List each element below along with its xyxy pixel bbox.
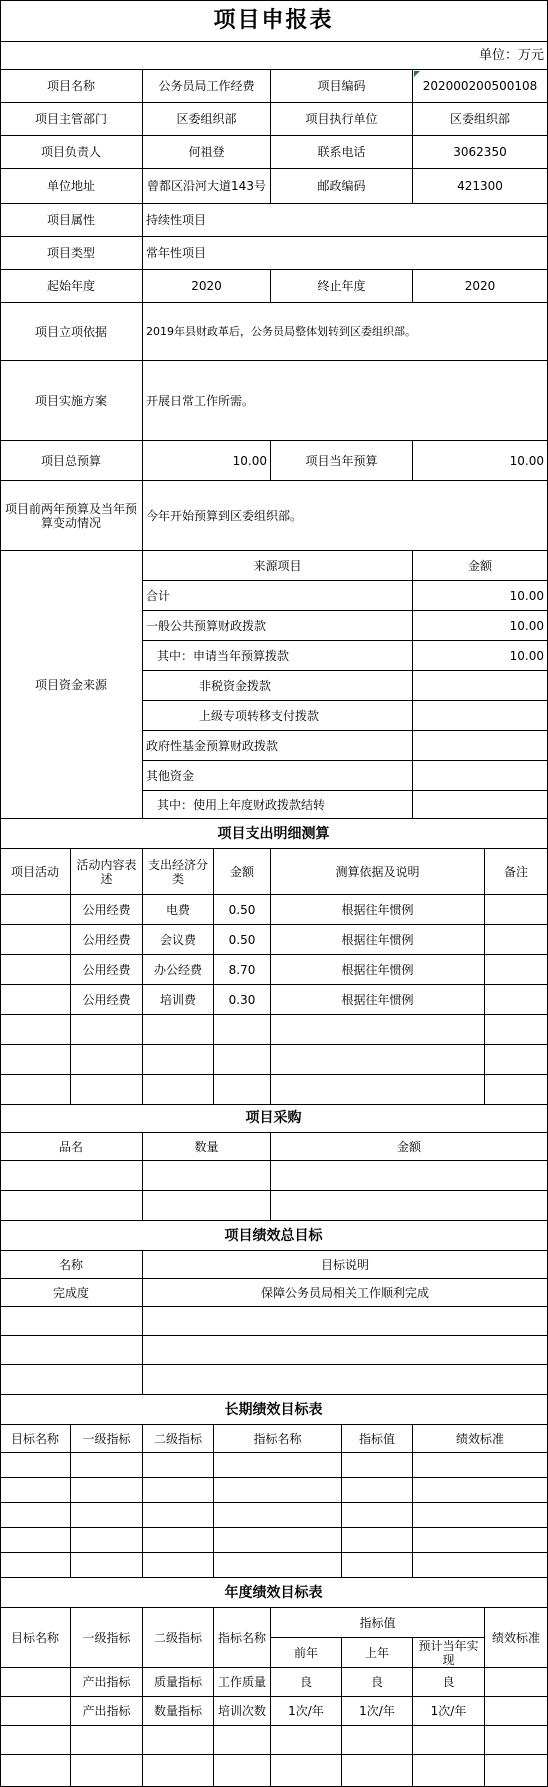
annual-cell-prev2: 良 — [271, 1668, 342, 1697]
project-code-label: 项目编码 — [271, 70, 413, 103]
budget-change-label: 项目前两年预算及当年预算变动情况 — [0, 481, 143, 551]
budget-change-value: 今年开始预算到区委组织部。 — [143, 481, 548, 551]
expense-cell-basis: 根据往年惯例 — [271, 895, 485, 925]
long-term-cell — [0, 1453, 71, 1478]
annual-cell-l1: 产出指标 — [71, 1668, 143, 1697]
expense-cell-category: 办公经费 — [143, 955, 214, 985]
annual-cell-name: 工作质量 — [214, 1668, 271, 1697]
annual-cell-prev1: 良 — [342, 1668, 413, 1697]
annual-cell-prev2 — [271, 1755, 342, 1787]
procurement-cell — [143, 1191, 271, 1221]
annual-cell-name — [214, 1755, 271, 1787]
procurement-header-amount: 金额 — [271, 1133, 548, 1161]
long-term-cell — [413, 1553, 548, 1578]
expense-cell-note — [485, 925, 548, 955]
funding-row-name: 其他资金 — [143, 761, 413, 791]
funding-row-name: 其中：使用上年度财政拨款结转 — [143, 791, 413, 819]
long-term-section-title: 长期绩效目标表 — [0, 1395, 548, 1425]
funding-source-header: 来源项目 — [143, 551, 413, 581]
perf-total-cell — [143, 1365, 548, 1395]
expense-cell-note — [485, 955, 548, 985]
perf-total-header-desc: 目标说明 — [143, 1251, 548, 1279]
long-term-cell — [71, 1553, 143, 1578]
expense-cell-activity — [0, 985, 71, 1015]
perf-total-cell — [0, 1365, 143, 1395]
plan-label: 项目实施方案 — [0, 361, 143, 441]
funding-row-amount: 10.00 — [413, 611, 548, 641]
project-name-label: 项目名称 — [0, 70, 143, 103]
funding-amount-header: 金额 — [413, 551, 548, 581]
perf-total-section-title: 项目绩效总目标 — [0, 1221, 548, 1251]
expense-cell-category: 培训费 — [143, 985, 214, 1015]
long-term-header: 二级指标 — [143, 1425, 214, 1453]
perf-total-cell — [0, 1336, 143, 1365]
funding-row-amount — [413, 731, 548, 761]
expense-header-amount: 金额 — [214, 849, 271, 895]
perf-total-cell — [0, 1307, 143, 1336]
long-term-cell — [342, 1503, 413, 1528]
type-label: 项目类型 — [0, 237, 143, 270]
postcode-value: 421300 — [413, 169, 548, 204]
expense-header-category: 支出经济分类 — [143, 849, 214, 895]
total-budget-label: 项目总预算 — [0, 441, 143, 481]
basis-value: 2019年县财政革后，公务员局整体划转到区委组织部。 — [143, 303, 548, 361]
expense-header-basis: 测算依据及说明 — [271, 849, 485, 895]
long-term-cell — [214, 1553, 342, 1578]
expense-cell-note — [485, 1045, 548, 1075]
long-term-cell — [143, 1478, 214, 1503]
expense-cell-content: 公用经费 — [71, 925, 143, 955]
long-term-header: 指标值 — [342, 1425, 413, 1453]
year-budget-value: 10.00 — [413, 441, 548, 481]
procurement-header-item: 品名 — [0, 1133, 143, 1161]
plan-value: 开展日常工作所需。 — [143, 361, 548, 441]
long-term-cell — [71, 1528, 143, 1553]
expense-cell-activity — [0, 895, 71, 925]
procurement-cell — [271, 1191, 548, 1221]
annual-cell-l2: 质量指标 — [143, 1668, 214, 1697]
expense-header-activity: 项目活动 — [0, 849, 71, 895]
long-term-cell — [214, 1453, 342, 1478]
annual-cell-target — [0, 1668, 71, 1697]
funding-row-name: 上级专项转移支付拨款 — [143, 701, 413, 731]
long-term-cell — [413, 1503, 548, 1528]
annual-cell-standard — [485, 1726, 548, 1755]
annual-cell-prev2 — [271, 1726, 342, 1755]
expense-cell-amount: 0.30 — [214, 985, 271, 1015]
procurement-cell — [271, 1161, 548, 1191]
expense-header-content: 活动内容表述 — [71, 849, 143, 895]
annual-cell-standard — [485, 1755, 548, 1787]
annual-cell-name — [214, 1726, 271, 1755]
annual-cell-l1 — [71, 1726, 143, 1755]
annual-cell-standard — [485, 1697, 548, 1726]
procurement-cell — [0, 1161, 143, 1191]
expense-cell-basis — [271, 1015, 485, 1045]
exec-unit-value: 区委组织部 — [413, 103, 548, 136]
manager-value: 何祖登 — [143, 136, 271, 169]
long-term-cell — [143, 1453, 214, 1478]
attr-label: 项目属性 — [0, 204, 143, 237]
manager-label: 项目负责人 — [0, 136, 143, 169]
expense-cell-amount — [214, 1015, 271, 1045]
long-term-cell — [342, 1453, 413, 1478]
expense-cell-category — [143, 1075, 214, 1105]
procurement-cell — [0, 1191, 143, 1221]
expense-cell-activity — [0, 955, 71, 985]
cell-comment-marker-icon — [414, 71, 420, 77]
annual-cell-name: 培训次数 — [214, 1697, 271, 1726]
annual-cell-expect — [413, 1726, 485, 1755]
annual-header-prev1: 上年 — [342, 1638, 413, 1668]
funding-row-name: 政府性基金预算财政拨款 — [143, 731, 413, 761]
long-term-header: 一级指标 — [71, 1425, 143, 1453]
expense-cell-basis: 根据往年惯例 — [271, 925, 485, 955]
long-term-cell — [143, 1503, 214, 1528]
expense-cell-category — [143, 1045, 214, 1075]
annual-cell-prev2: 1次/年 — [271, 1697, 342, 1726]
annual-cell-target — [0, 1697, 71, 1726]
end-year-label: 终止年度 — [271, 270, 413, 303]
annual-header-l2: 二级指标 — [143, 1608, 214, 1668]
funding-row-name: 合计 — [143, 581, 413, 611]
phone-value: 3062350 — [413, 136, 548, 169]
expense-cell-amount: 0.50 — [214, 925, 271, 955]
phone-label: 联系电话 — [271, 136, 413, 169]
expense-cell-activity — [0, 1075, 71, 1105]
perf-total-cell — [143, 1336, 548, 1365]
annual-header-prev2: 前年 — [271, 1638, 342, 1668]
expense-cell-content — [71, 1045, 143, 1075]
long-term-cell — [0, 1503, 71, 1528]
annual-cell-target — [0, 1726, 71, 1755]
exec-unit-label: 项目执行单位 — [271, 103, 413, 136]
annual-cell-prev1 — [342, 1726, 413, 1755]
long-term-cell — [342, 1478, 413, 1503]
expense-cell-activity — [0, 1045, 71, 1075]
year-budget-label: 项目当年预算 — [271, 441, 413, 481]
funding-row-name: 其中：申请当年预算拨款 — [143, 641, 413, 671]
annual-cell-expect — [413, 1755, 485, 1787]
expense-cell-basis: 根据往年惯例 — [271, 985, 485, 1015]
long-term-cell — [0, 1478, 71, 1503]
annual-cell-standard — [485, 1668, 548, 1697]
long-term-cell — [342, 1528, 413, 1553]
expense-cell-activity — [0, 1015, 71, 1045]
unit-label: 单位：万元 — [0, 42, 548, 70]
start-year-value: 2020 — [143, 270, 271, 303]
funding-row-amount — [413, 701, 548, 731]
annual-cell-target — [0, 1755, 71, 1787]
expense-cell-note — [485, 1075, 548, 1105]
expense-cell-amount — [214, 1075, 271, 1105]
long-term-cell — [214, 1478, 342, 1503]
annual-cell-prev1 — [342, 1755, 413, 1787]
long-term-cell — [413, 1453, 548, 1478]
annual-cell-prev1: 1次/年 — [342, 1697, 413, 1726]
perf-total-cell — [143, 1307, 548, 1336]
annual-header-name: 指标名称 — [214, 1608, 271, 1668]
expense-cell-basis — [271, 1045, 485, 1075]
long-term-cell — [413, 1478, 548, 1503]
form-title: 项目申报表 — [0, 0, 548, 42]
expense-cell-note — [485, 985, 548, 1015]
funding-row-amount — [413, 761, 548, 791]
annual-cell-l2 — [143, 1755, 214, 1787]
annual-header-target: 目标名称 — [0, 1608, 71, 1668]
long-term-cell — [0, 1528, 71, 1553]
dept-label: 项目主管部门 — [0, 103, 143, 136]
expense-cell-amount: 0.50 — [214, 895, 271, 925]
long-term-cell — [0, 1553, 71, 1578]
expense-cell-amount — [214, 1045, 271, 1075]
expense-cell-basis — [271, 1075, 485, 1105]
expense-cell-activity — [0, 925, 71, 955]
long-term-cell — [413, 1528, 548, 1553]
long-term-header: 指标名称 — [214, 1425, 342, 1453]
long-term-cell — [214, 1503, 342, 1528]
funding-row-name: 非税资金拨款 — [143, 671, 413, 701]
annual-cell-l1 — [71, 1755, 143, 1787]
long-term-cell — [71, 1453, 143, 1478]
expense-cell-category: 会议费 — [143, 925, 214, 955]
address-label: 单位地址 — [0, 169, 143, 204]
long-term-header: 绩效标准 — [413, 1425, 548, 1453]
funding-row-amount: 10.00 — [413, 641, 548, 671]
long-term-cell — [214, 1528, 342, 1553]
basis-label: 项目立项依据 — [0, 303, 143, 361]
perf-total-row-name: 完成度 — [0, 1279, 143, 1307]
funding-label: 项目资金来源 — [0, 551, 143, 819]
expense-cell-note — [485, 1015, 548, 1045]
annual-header-expect: 预计当年实现 — [413, 1638, 485, 1668]
perf-total-row-desc: 保障公务员局相关工作顺利完成 — [143, 1279, 548, 1307]
postcode-label: 邮政编码 — [271, 169, 413, 204]
expense-cell-content — [71, 1015, 143, 1045]
long-term-cell — [71, 1503, 143, 1528]
total-budget-value: 10.00 — [143, 441, 271, 481]
annual-header-value: 指标值 — [271, 1608, 485, 1638]
long-term-header: 目标名称 — [0, 1425, 71, 1453]
procurement-cell — [143, 1161, 271, 1191]
end-year-value: 2020 — [413, 270, 548, 303]
expense-cell-category — [143, 1015, 214, 1045]
expense-cell-basis: 根据往年惯例 — [271, 955, 485, 985]
expense-cell-content: 公用经费 — [71, 955, 143, 985]
funding-row-amount — [413, 671, 548, 701]
funding-row-name: 一般公共预算财政拨款 — [143, 611, 413, 641]
expense-cell-content: 公用经费 — [71, 985, 143, 1015]
long-term-cell — [143, 1528, 214, 1553]
expense-section-title: 项目支出明细测算 — [0, 819, 548, 849]
long-term-cell — [71, 1478, 143, 1503]
expense-cell-content — [71, 1075, 143, 1105]
annual-header-l1: 一级指标 — [71, 1608, 143, 1668]
project-code-value: 202000200500108 — [413, 70, 548, 103]
procurement-header-qty: 数量 — [143, 1133, 271, 1161]
procurement-section-title: 项目采购 — [0, 1103, 548, 1133]
project-name-value: 公务员局工作经费 — [143, 70, 271, 103]
annual-cell-l2 — [143, 1726, 214, 1755]
long-term-cell — [342, 1553, 413, 1578]
expense-cell-content: 公用经费 — [71, 895, 143, 925]
dept-value: 区委组织部 — [143, 103, 271, 136]
type-value: 常年性项目 — [143, 237, 548, 270]
funding-row-amount — [413, 791, 548, 819]
expense-header-note: 备注 — [485, 849, 548, 895]
annual-cell-expect: 1次/年 — [413, 1697, 485, 1726]
expense-cell-amount: 8.70 — [214, 955, 271, 985]
perf-total-header-name: 名称 — [0, 1251, 143, 1279]
annual-section-title: 年度绩效目标表 — [0, 1578, 548, 1608]
start-year-label: 起始年度 — [0, 270, 143, 303]
expense-cell-category: 电费 — [143, 895, 214, 925]
long-term-cell — [143, 1553, 214, 1578]
attr-value: 持续性项目 — [143, 204, 548, 237]
annual-header-standard: 绩效标准 — [485, 1608, 548, 1668]
expense-cell-note — [485, 895, 548, 925]
funding-row-amount: 10.00 — [413, 581, 548, 611]
annual-cell-l1: 产出指标 — [71, 1697, 143, 1726]
annual-cell-l2: 数量指标 — [143, 1697, 214, 1726]
annual-cell-expect: 良 — [413, 1668, 485, 1697]
address-value: 曾都区沿河大道143号 — [143, 169, 271, 204]
